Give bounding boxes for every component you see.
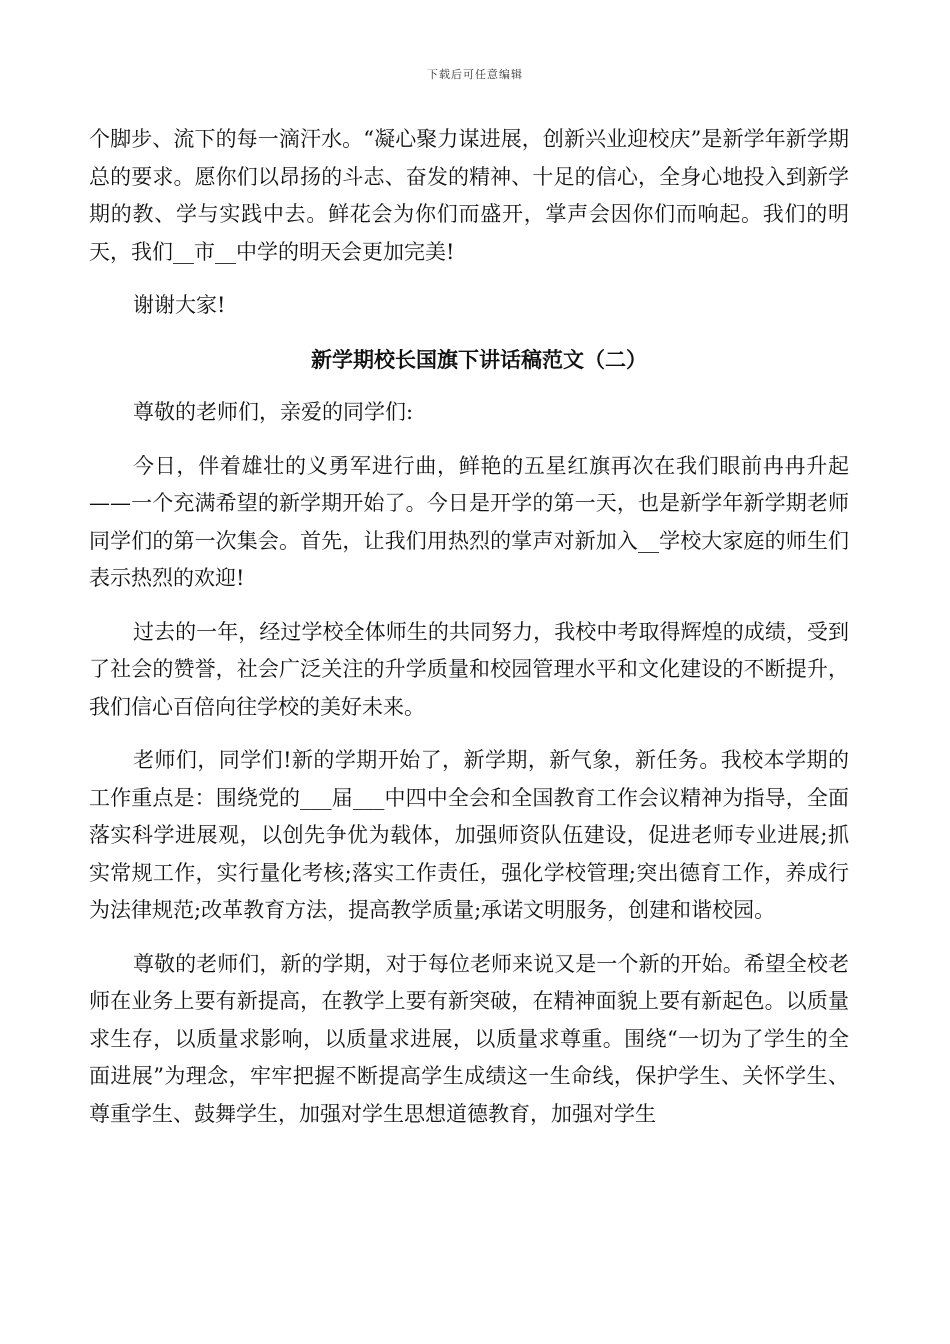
- document-body: [89, 121, 849, 1133]
- paragraph-4: 尊敬的老师们，新的学期，对于每位老师来说又是一个新的开始。希望全校老师在业务上要有新提高，在教学上要有新突破，在精神面貌上要有新起色。以质量求生存，以质量求影响，以质量求进展，以质量求尊重。围绕“一切为了学生的全面进展”为理念，牢牢把握不断提高学生成绩这一生命线，保护学生、关怀学生、尊重学生、鼓舞学生，加强对学生思想道德教育，加强对学生: [89, 951, 849, 1126]
- paragraph-1: 今日，伴着雄壮的义勇军进行曲，鲜艳的五星红旗再次在我们眼前冉冉升起——一个充满希望的新学期开始了。今日是开学的第一天，也是新学年新学期老师同学们的第一次集会。首先，让我们用热烈的掌声对新加入__学校大家庭的师生们表示热烈的欢迎!: [89, 453, 849, 590]
- paragraph-2: 过去的一年，经过学校全体师生的共同努力，我校中考取得辉煌的成绩，受到了社会的赞誉，社会广泛关注的升学质量和校园管理水平和文化建设的不断提升，我们信心百倍向往学校的美好未来。: [89, 619, 849, 719]
- thanks-line: 谢谢大家!: [133, 293, 226, 317]
- paragraph-continuation: 个脚步、流下的每一滴汗水。“凝心聚力谋进展，创新兴业迎校庆”是新学年新学期总的要求。愿你们以昂扬的斗志、奋发的精神、十足的信心，全身心地投入到新学期的教、学与实践中去。鲜花会为你们而盛开，掌声会因你们而响起。我们的明天，我们__市__中学的明天会更加完美!: [89, 127, 849, 264]
- header-note: 下载后可任意编辑: [427, 68, 523, 81]
- paragraph-3: 老师们，同学们!新的学期开始了，新学期，新气象，新任务。我校本学期的工作重点是：围绕党的___届___中四中全会和全国教育工作会议精神为指导，全面落实科学进展观，以创先争优为载体，加强师资队伍建设，促进老师专业进展;抓实常规工作，实行量化考核;落实工作责任，强化学校管理;突出德育工作，养成行为法律规范;改革教育方法，提高教学质量;承诺文明服务，创建和谐校园。: [89, 748, 849, 922]
- section-title: 新学期校长国旗下讲话稿范文（二）: [311, 346, 647, 372]
- greeting-line: 尊敬的老师们，亲爱的同学们:: [133, 400, 414, 424]
